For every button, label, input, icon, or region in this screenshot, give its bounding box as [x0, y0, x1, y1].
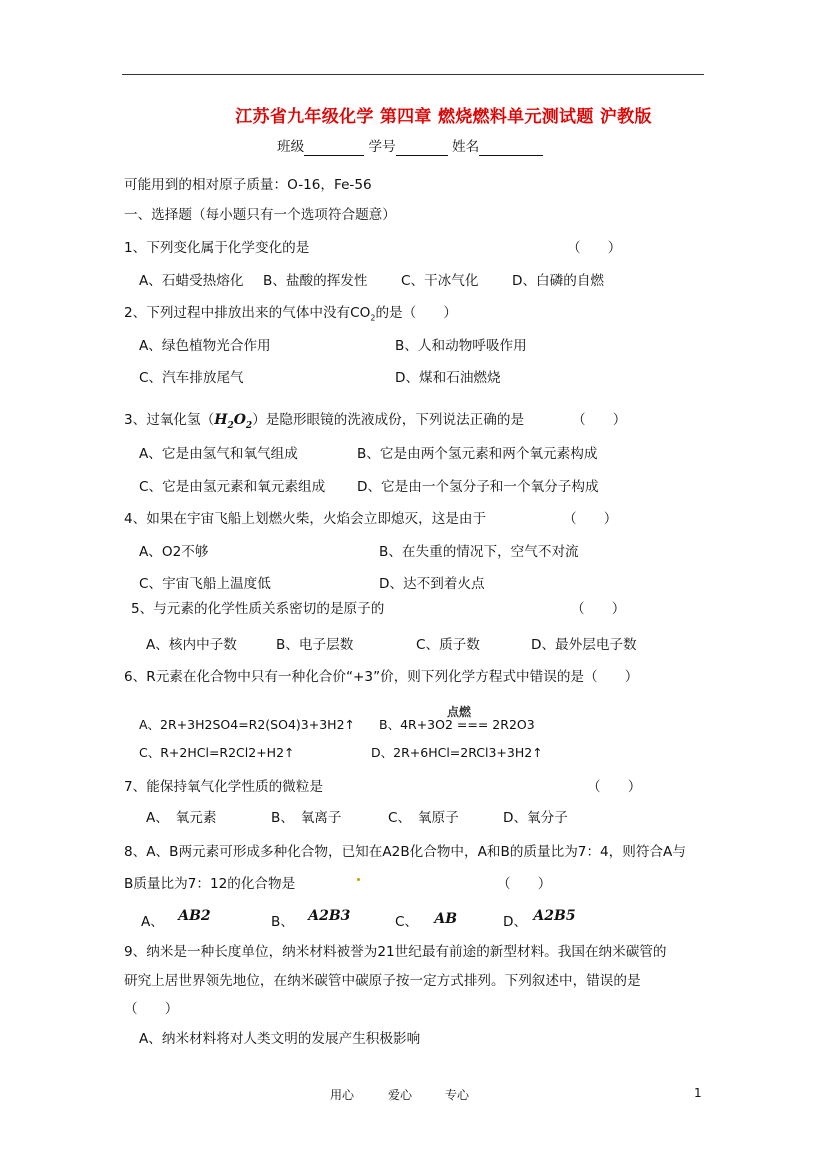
q6-option-c[interactable]: C、R+2HCl=R2Cl2+H2↑ [139, 745, 295, 760]
q2-option-b[interactable]: B、人和动物呼吸作用 [395, 338, 527, 354]
formula-ab2: AB2 [178, 908, 211, 924]
q9-option-a[interactable]: A、纳米材料将对人类文明的发展产生积极影响 [139, 1031, 421, 1047]
answer-paren[interactable]: （ ） [567, 240, 622, 256]
q7-option-a[interactable]: A、 氧元素 [146, 810, 217, 826]
q3-option-c[interactable]: C、它是由氢元素和氧元素组成 [139, 479, 326, 495]
q2-option-a[interactable]: A、绿色植物光合作用 [139, 338, 271, 354]
answer-paren[interactable]: （ ） [563, 511, 618, 527]
question-5-stem: 5、与元素的化学性质关系密切的是原子的 [131, 601, 385, 617]
question-9-stem-line1: 9、纳米是一种长度单位，纳米材料被誉为21世纪最有前途的新型材料。我国在纳米碳管的 [124, 944, 667, 960]
question-1-stem: 1、下列变化属于化学变化的是 [124, 240, 310, 256]
q1-option-a[interactable]: A、石蜡受热熔化 [139, 273, 244, 289]
answer-paren[interactable]: （ ） [497, 876, 552, 892]
footer-word-2: 爱心 [388, 1088, 413, 1102]
footer-word-3: 专心 [445, 1088, 470, 1102]
section-heading: 一、选择题（每小题只有一个选项符合题意） [124, 207, 396, 223]
q5-option-b[interactable]: B、电子层数 [276, 637, 354, 653]
q5-option-a[interactable]: A、核内中子数 [146, 637, 237, 653]
q8-option-c[interactable]: C、 AB [395, 911, 458, 930]
q4-option-a[interactable]: A、O2不够 [139, 544, 209, 560]
h2o2-formula: $H_2O_2$ [214, 412, 253, 431]
q3-option-d[interactable]: D、它是由一个氢分子和一个氧分子构成 [357, 479, 599, 495]
question-4-stem: 4、如果在宇宙飞船上划燃火柴，火焰会立即熄灭，这是由于 [124, 511, 487, 527]
student-info [277, 138, 543, 156]
q6-option-a[interactable]: A、2R+3H2SO4=R2(SO4)3+3H2↑ [139, 717, 355, 732]
number-label: 学号 [368, 139, 396, 155]
q1-option-d[interactable]: D、白磷的自燃 [512, 273, 605, 289]
stray-mark [357, 878, 360, 881]
q5-option-d[interactable]: D、最外层电子数 [531, 637, 637, 653]
question-6-stem: 6、R元素在化合物中只有一种化合价“+3”价，则下列化学方程式中错误的是（ ） [124, 669, 639, 685]
question-7-stem: 7、能保持氧气化学性质的微粒是 [124, 779, 323, 795]
q1-option-b[interactable]: B、盐酸的挥发性 [263, 273, 368, 289]
page-title: 江苏省九年级化学 第四章 燃烧燃料单元测试题 沪教版 [235, 107, 652, 127]
question-9-stem-line2: 研究上居世界领先地位，在纳米碳管中碳原子按一定方式排列。下列叙述中，错误的是 [124, 973, 641, 989]
answer-paren[interactable]: （ ） [571, 601, 626, 617]
number-blank[interactable] [396, 141, 448, 156]
q8-option-b[interactable]: B、 A2B3 [271, 908, 351, 930]
header-rule [122, 74, 704, 75]
answer-paren[interactable]: （ ） [124, 1001, 179, 1017]
q2-option-d[interactable]: D、煤和石油燃烧 [395, 370, 501, 386]
footer-word-1: 用心 [330, 1088, 355, 1102]
q8-option-d[interactable]: D、 A2B5 [503, 908, 576, 930]
question-8-stem-line1: 8、A、B两元素可形成多种化合物，已知在A2B化合物中，A和B的质量比为7：4，则符合A与 [124, 844, 686, 860]
q5-option-c[interactable]: C、质子数 [416, 637, 480, 653]
name-label: 姓名 [452, 139, 480, 155]
q3-option-a[interactable]: A、它是由氢气和氧气组成 [139, 446, 298, 462]
q4-option-b[interactable]: B、在失重的情况下，空气不对流 [379, 544, 579, 560]
page-number: 1 [694, 1086, 702, 1100]
q8-option-a[interactable]: A、 AB2 [141, 908, 211, 930]
q4-option-d[interactable]: D、达不到着火点 [379, 576, 485, 592]
formula-a2b5: A2B5 [533, 908, 576, 924]
ignition-condition: 点燃 [447, 705, 472, 719]
question-8-stem-line2: B质量比为7：12的化合物是 [124, 876, 296, 892]
answer-paren[interactable]: （ ） [572, 412, 627, 428]
q7-option-c[interactable]: C、 氧原子 [388, 810, 459, 826]
formula-a2b3: A2B3 [308, 908, 351, 924]
answer-paren[interactable]: （ ） [587, 779, 642, 795]
q7-option-d[interactable]: D、氧分子 [503, 810, 568, 826]
formula-ab: AB [434, 911, 458, 927]
class-blank[interactable] [304, 141, 364, 156]
q7-option-b[interactable]: B、 氧离子 [271, 810, 342, 826]
name-blank[interactable] [479, 141, 543, 156]
q4-option-c[interactable]: C、宇宙飞船上温度低 [139, 576, 271, 592]
q6-option-b[interactable]: B、4R+3O2 === 2R2O3 [379, 717, 535, 732]
atomic-mass-note: 可能用到的相对原子质量：O-16，Fe-56 [124, 177, 372, 193]
question-2-stem: 2、下列过程中排放出来的气体中没有$CO_2$的是（ ） [124, 305, 457, 323]
q2-option-c[interactable]: C、汽车排放尾气 [139, 370, 244, 386]
q3-option-b[interactable]: B、它是由两个氢元素和两个氧元素构成 [357, 446, 598, 462]
class-label: 班级 [277, 139, 305, 155]
question-3-stem: 3、过氧化氢$(H_2O_2)$是隐形眼镜的洗液成份，下列说法正确的是 [124, 412, 525, 431]
q6-option-d[interactable]: D、2R+6HCl=2RCl3+3H2↑ [371, 745, 543, 760]
q1-option-c[interactable]: C、干冰气化 [401, 273, 479, 289]
